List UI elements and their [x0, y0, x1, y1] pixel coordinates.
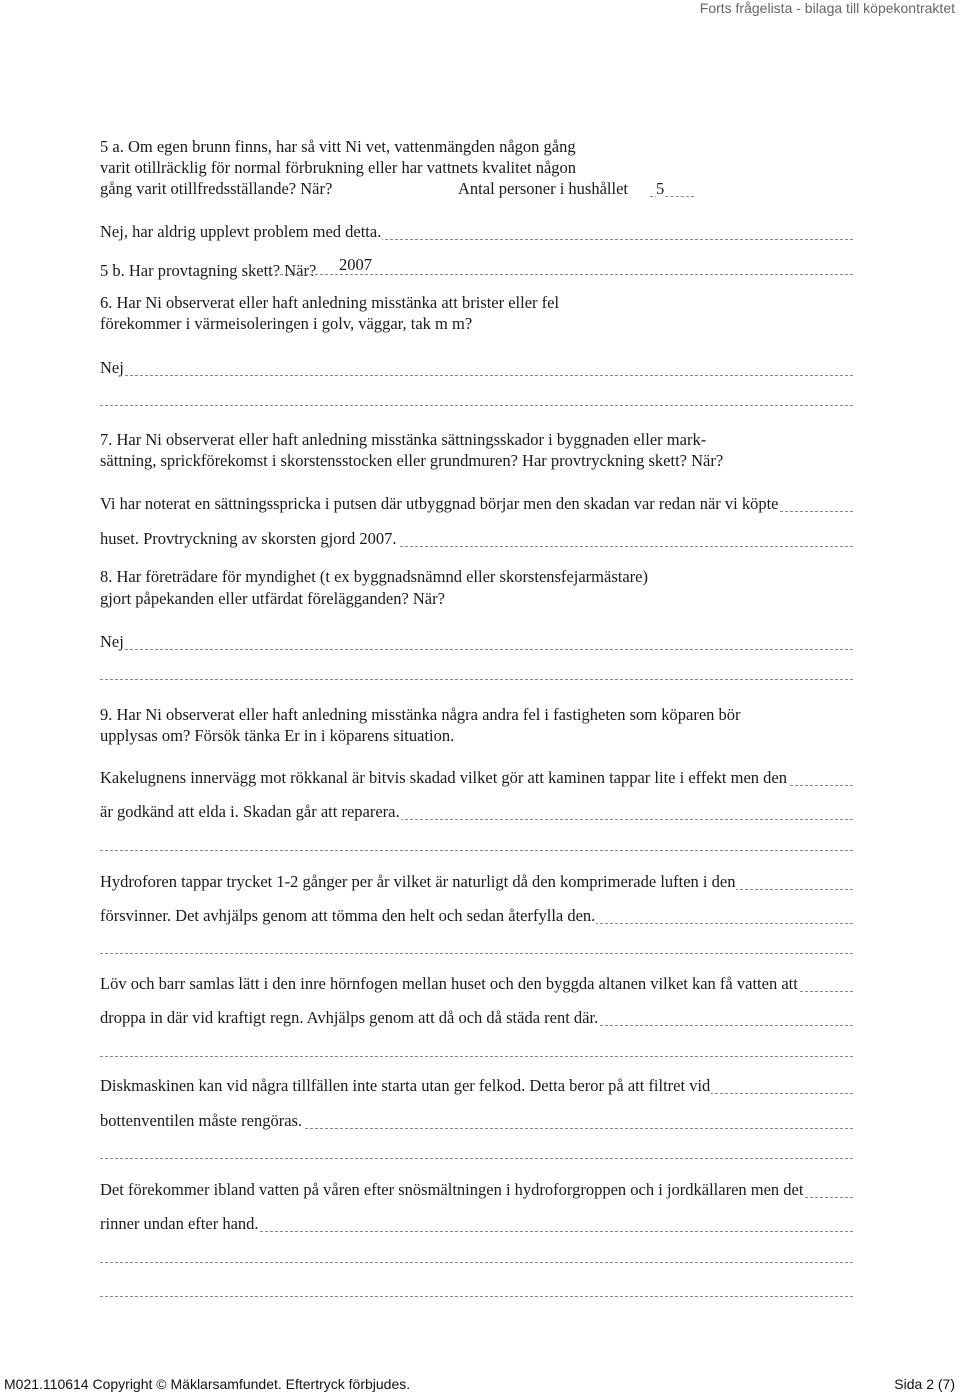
- question-5a-line: 5 a. Om egen brunn finns, har så vitt Ni vet, vattenmängden någon gång: [100, 137, 576, 156]
- household-field[interactable]: [656, 178, 694, 199]
- answer-6-text: Nej: [100, 358, 124, 377]
- question-6-line: förekommer i värmeisoleringen i golv, väggar, tak m m?: [100, 314, 473, 333]
- answer-5a-text: Nej, har aldrig upplevt problem med detta.: [100, 222, 382, 241]
- footer-copyright: M021.110614 Copyright © Mäklarsamfundet. Eftertryck förbjudes.: [4, 1376, 411, 1392]
- answer-9-field[interactable]: [100, 801, 853, 822]
- answer-9-text: droppa in där vid kraftigt regn. Avhjälps genom att då och då städa rent där.: [100, 1008, 599, 1027]
- question-6-line: 6. Har Ni observerat eller haft anledning misstänka att brister eller fel: [100, 293, 560, 312]
- question-9-line: upplysas om? Försök tänka Er in i köparens situation.: [100, 726, 455, 745]
- empty-answer-line[interactable]: [100, 405, 853, 406]
- answer-9-field[interactable]: [100, 1110, 853, 1131]
- question-5a-line: gång varit otillfredsställande? När?: [100, 179, 333, 198]
- question-8-line: gjort påpekanden eller utfärdat förelägganden? När?: [100, 589, 445, 608]
- question-7-line: 7. Har Ni observerat eller haft anledning misstänka sättningsskador i byggnaden eller mark-: [100, 430, 707, 449]
- household-label: Antal personer i hushållet: [458, 179, 628, 198]
- answer-6-field[interactable]: [100, 357, 853, 378]
- empty-answer-line[interactable]: [100, 1296, 853, 1297]
- answer-9-text: försvinner. Det avhjälps genom att tömma den helt och sedan återfylla den.: [100, 906, 596, 925]
- answer-8-field[interactable]: [100, 631, 853, 652]
- answer-9-text: Kakelugnens innervägg mot rökkanal är bitvis skadad vilket gör att kaminen tappar lite i effekt men den: [100, 768, 787, 787]
- question-8-line: 8. Har företrädare för myndighet (t ex byggnadsnämnd eller skorstensfejarmästare): [100, 567, 648, 586]
- empty-answer-line[interactable]: [100, 953, 853, 954]
- answer-9-field[interactable]: [100, 1007, 853, 1028]
- household-value: 5: [656, 179, 665, 198]
- answer-9-text: Hydroforen tappar trycket 1-2 gånger per år vilket är naturligt då den komprimerade luften i den: [100, 872, 736, 891]
- answer-9-text: Det förekommer ibland vatten på våren efter snösmältningen i hydroforgroppen och i jordkällaren men det: [100, 1180, 804, 1199]
- answer-5b-field[interactable]: [270, 255, 853, 276]
- empty-answer-line[interactable]: [100, 1056, 853, 1057]
- answer-9-text: rinner undan efter hand.: [100, 1214, 259, 1233]
- answer-7-text: Vi har noterat en sättningsspricka i putsen där utbyggnad börjar men den skadan var redan när vi köpte: [100, 494, 779, 513]
- question-5a-line: varit otillräcklig för normal förbrukning eller har vattnets kvalitet någon: [100, 158, 577, 177]
- answer-7-field[interactable]: [100, 528, 853, 549]
- header-title: Forts frågelista - bilaga till köpekontraktet: [699, 0, 955, 16]
- answer-9-field[interactable]: [100, 905, 853, 926]
- question-9-line: 9. Har Ni observerat eller haft anledning misstänka några andra fel i fastigheten som köparen bör: [100, 705, 741, 724]
- answer-5b-value: 2007: [339, 255, 372, 274]
- answer-9-text: bottenventilen måste rengöras.: [100, 1111, 303, 1130]
- answer-9-field[interactable]: [100, 1075, 853, 1096]
- answer-5a-field[interactable]: [100, 221, 853, 242]
- empty-answer-line[interactable]: [100, 850, 853, 851]
- answer-9-field[interactable]: [100, 1213, 853, 1234]
- empty-answer-line[interactable]: [100, 1262, 853, 1263]
- answer-7-field[interactable]: [100, 493, 853, 514]
- answer-8-text: Nej: [100, 632, 124, 651]
- answer-9-field[interactable]: [100, 871, 853, 892]
- answer-9-text: Löv och barr samlas lätt i den inre hörnfogen mellan huset och den byggda altanen vilket kan få vatten att: [100, 974, 798, 993]
- answer-9-field[interactable]: [100, 767, 853, 788]
- answer-7-text: huset. Provtryckning av skorsten gjord 2007.: [100, 529, 397, 548]
- answer-9-text: är godkänd att elda i. Skadan går att reparera.: [100, 802, 400, 821]
- answer-9-field[interactable]: [100, 973, 853, 994]
- question-7-line: sättning, sprickförekomst i skorstensstocken eller grundmuren? Har provtryckning skett? När?: [100, 451, 724, 470]
- footer-page-number: Sida 2 (7): [894, 1376, 955, 1392]
- empty-answer-line[interactable]: [100, 1158, 853, 1159]
- empty-answer-line[interactable]: [100, 679, 853, 680]
- answer-9-text: Diskmaskinen kan vid några tillfällen inte starta utan ger felkod. Detta beror på att filtret vid: [100, 1076, 711, 1095]
- question-5b-label: 5 b. Har provtagning skett? När?: [100, 261, 317, 280]
- answer-9-field[interactable]: [100, 1179, 853, 1200]
